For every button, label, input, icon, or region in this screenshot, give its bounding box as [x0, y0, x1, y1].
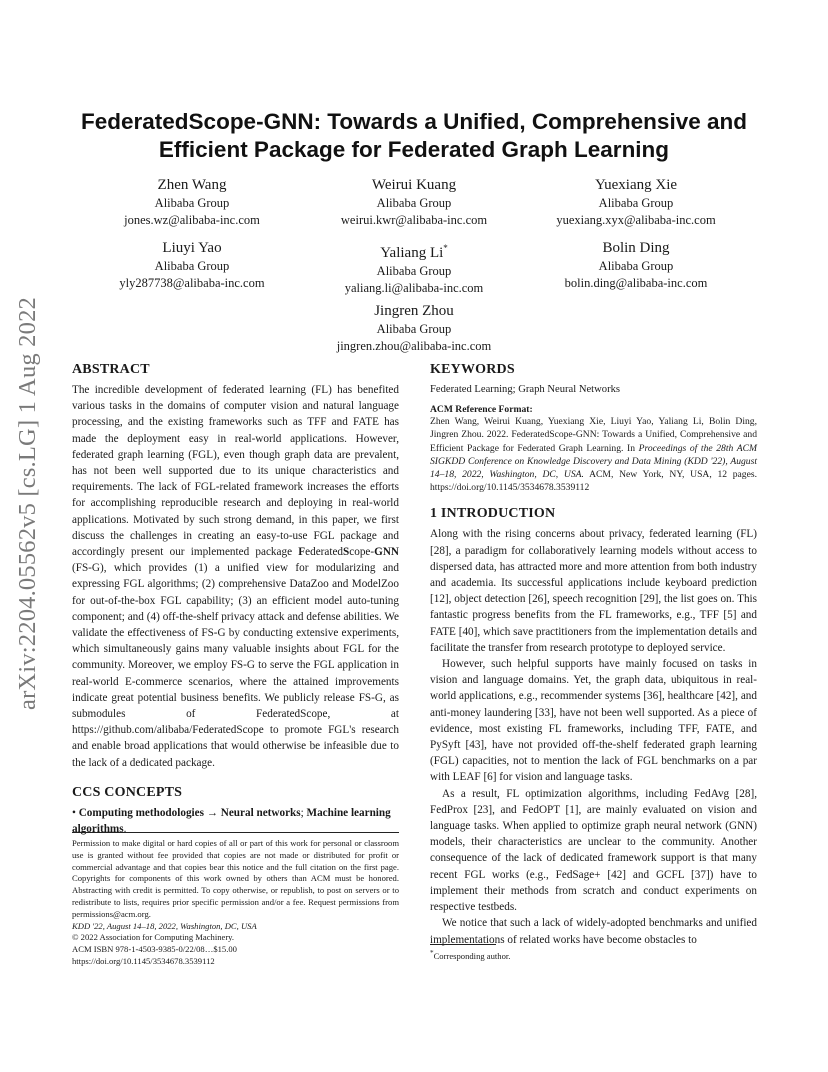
isbn-line: ACM ISBN 978-1-4503-9385-0/22/08…$15.00: [72, 944, 237, 955]
author-email[interactable]: jingren.zhou@alibaba-inc.com: [336, 339, 492, 353]
ccs-concepts: • Computing methodologies → Neural networks; Machine learning algorithms.: [72, 806, 391, 836]
intro-paragraph: However, such helpful supports have mainly focused on tasks in vision and language domains. Yet, the graph data, ubiquitous in real-world applications, e.g., recommender systems [36], healthcare [42], and anti-money laundering [33], have not been well supported. As a piece of evidence, most existing FL frameworks, including TFF, FATE, and PySyft [43], have not provided off-the-shelf federated graph learning (FGL) capacities, not to mention the lack of FGL benchmarks on a par with LEAF [6] for vision and language tasks.: [430, 658, 757, 784]
permission-block: [72, 838, 399, 968]
pkg-f: F: [298, 546, 306, 559]
author-name: Weirui Kuang: [371, 177, 457, 193]
author-affiliation: Alibaba Group: [598, 259, 674, 273]
footnote-mark: *: [430, 949, 434, 957]
arxiv-stamp: arXiv:2204.05562v5 [cs.LG] 1 Aug 2022: [14, 297, 41, 710]
permission-text: Permission to make digital or hard copies of all or part of this work for personal or classroom use is granted without fee provided that copies are not made or distributed for profit or commercial advantage and that copies bear this notice and the full citation on the first page. Copyrights for components of this work owned by others than ACM must be honored. Abstracting with credit is permitted. To copy otherwise, or republish, to post on servers or to redistribute to lists, requires prior specific permission and/or a fee. Request permissions from permissions@acm.org.: [72, 838, 399, 919]
author-email[interactable]: weirui.kwr@alibaba-inc.com: [340, 213, 488, 227]
author-name: Zhen Wang: [157, 177, 227, 193]
author-block: [72, 238, 312, 292]
author-affiliation: Alibaba Group: [376, 322, 452, 336]
ref-format-heading: ACM Reference Format:: [430, 404, 533, 416]
author-email[interactable]: yuexiang.xyx@alibaba-inc.com: [556, 213, 716, 227]
copyright-line: © 2022 Association for Computing Machinery.: [72, 932, 235, 943]
intro-paragraph: Along with the rising concerns about privacy, federated learning (FL) [28], a paradigm for collaboratively learning models without access to dispersed data, has attracted more and more attention from both industry and academia. Its successful applications include keyboard prediction [12], object detection [26], speech recognition [29], the list goes on. This fantastic progress benefits from the FL frameworks, e.g., TFF [5] and FATE [40], which save practitioners from the implementation details and facilitate the transfer from research prototype to deployed service.: [430, 528, 757, 654]
author-block: [294, 175, 534, 229]
author-email[interactable]: yly287738@alibaba-inc.com: [119, 276, 265, 290]
ccs-heading: CCS CONCEPTS: [72, 784, 183, 800]
pkg-s: S: [343, 546, 350, 559]
footnote-text: Corresponding author.: [433, 950, 511, 961]
author-block: [294, 301, 534, 355]
introduction-heading: 1 INTRODUCTION: [430, 506, 556, 522]
permission-rule: [72, 832, 399, 833]
author-affiliation: Alibaba Group: [376, 264, 452, 278]
venue-line: KDD '22, August 14–18, 2022, Washington, DC, USA: [72, 920, 257, 931]
author-block: [72, 175, 312, 229]
title-line-2: Efficient Package for Federated Graph Learning: [158, 137, 670, 162]
right-column: [430, 362, 757, 948]
footnote-rule: [430, 944, 496, 945]
intro-paragraph: As a result, FL optimization algorithms, including FedAvg [28], FedProx [23], and FedOPT [1], are mainly evaluated on vision and language tasks. When applied to optimize graph neural network (GNN) models, their characteristics are unclear to the community. Another consequence of the lack of dedicated framework support is that many recent FGL works (e.g., FedSage+ [42] and GCFL [37]) have to implement their methods from scratch and conduct experiments on respective testbeds.: [430, 787, 757, 914]
author-name: Jingren Zhou: [374, 303, 454, 319]
author-name: Yaliang Li*: [380, 243, 448, 261]
keywords-text: Federated Learning; Graph Neural Networks: [430, 384, 621, 395]
author-name: Bolin Ding: [602, 240, 670, 256]
author-affiliation: Alibaba Group: [598, 196, 674, 210]
doi-link[interactable]: https://doi.org/10.1145/3534678.3539112: [72, 955, 215, 966]
abstract-heading: ABSTRACT: [72, 362, 150, 377]
pkg-gnn: GNN: [374, 546, 399, 559]
keywords-heading: KEYWORDS: [430, 362, 515, 377]
author-name: Liuyi Yao: [162, 240, 222, 256]
abstract-body: The incredible development of federated learning (FL) has benefited various tasks in the domains of computer vision and natural language processing, and the existing frameworks such as TFF and FATE has made the deployment easy in real-world applications. However, federated graph learning (FGL), even though graph data are prevalent, has not been well supported due to its unique characteristics and requirements. The lack of FGL-related framework increases the efforts for accomplishing reproducible research and deploying in real-world applications. Motivated by such strong demand, in this paper, we first discuss the challenges in creating an easy-to-use FGL package and accordingly present our implemented package FederatedScope-GNN (FS-G), which provides (1) a unified view for modularizing and expressing FGL algorithms; (2) comprehensive DataZoo and ModelZoo for out-of-the-box FGL capability; (3) an efficient model auto-tuning component; and (4) off-the-shelf privacy attack and defense abilities. We validate the effectiveness of FS-G by conducting extensive experiments, which simultaneously gains many valuable insights about FGL for the community. Moreover, we employ FS-G to serve the FGL application in real-world E-commerce scenarios, where the attained improvements indicate great potential business benefits. We publicly release FS-G, as submodules of FederatedScope, at https://github.com/alibaba/FederatedScope to promote FGL's research and enable broad applications that would otherwise be infeasible due to the lack of a dedicated package.: [72, 384, 399, 769]
author-block: [516, 175, 756, 229]
footnote: [430, 948, 757, 962]
corresponding-mark: *: [443, 243, 448, 253]
author-affiliation: Alibaba Group: [154, 259, 230, 273]
author-email[interactable]: bolin.ding@alibaba-inc.com: [564, 276, 708, 290]
author-block: [516, 238, 756, 292]
paper-title: [0, 108, 828, 164]
author-name: Yuexiang Xie: [594, 177, 678, 193]
introduction-body: [430, 526, 757, 947]
title-line-1: FederatedScope-GNN: Towards a Unified, Comprehensive and: [81, 109, 747, 134]
intro-paragraph: We notice that such a lack of widely-adopted benchmarks and unified implementations of related works have become obstacles to: [430, 917, 757, 946]
author-affiliation: Alibaba Group: [376, 196, 452, 210]
author-email[interactable]: jones.wz@alibaba-inc.com: [124, 213, 260, 227]
left-column: [72, 362, 399, 837]
author-affiliation: Alibaba Group: [154, 196, 230, 210]
author-block: [294, 238, 534, 297]
author-email[interactable]: yaliang.li@alibaba-inc.com: [344, 281, 484, 295]
ref-format-body: Zhen Wang, Weirui Kuang, Yuexiang Xie, Liuyi Yao, Yaliang Li, Bolin Ding, Jingren Zhou. 2022. FederatedScope-GNN: Towards a Unified, Comprehensive and Efficient Package for Federated Graph Learning. In Proceedings of the 28th ACM SIGKDD Conference on Knowledge Discovery and Data Mining (KDD '22), August 14–18, 2022, Washington, DC, USA. ACM, New York, NY, USA, 12 pages. https://doi.org/10.1145/3534678.3539112: [430, 416, 758, 494]
